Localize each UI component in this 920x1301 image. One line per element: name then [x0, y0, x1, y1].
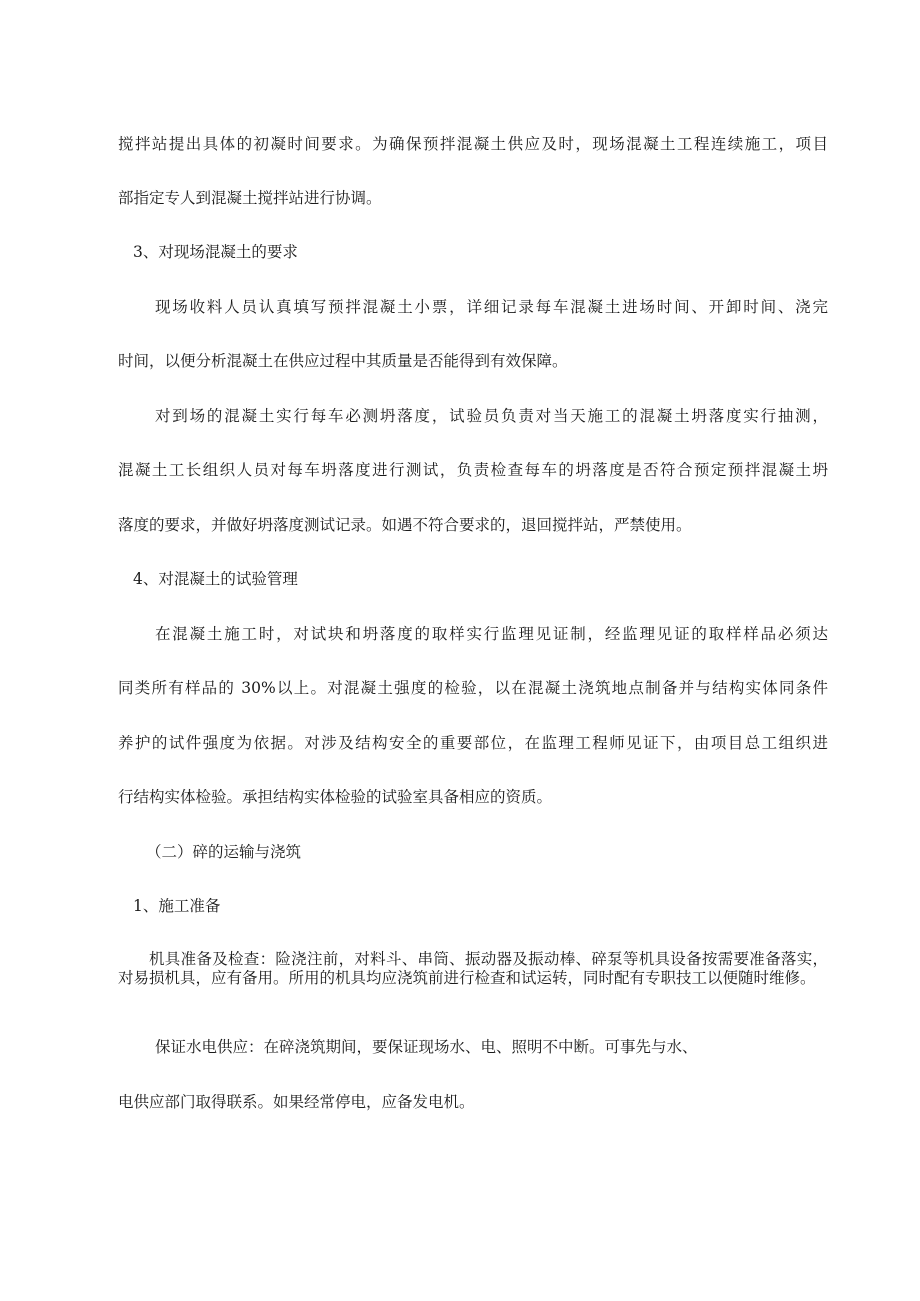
text-line-6: 对到场的混凝土实行每车必测坍落度，试验员负责对当天施工的混凝土坍落度实行抽测，: [155, 407, 828, 425]
text-line-10: 在混凝土施工时，对试块和坍落度的取样实行监理见证制，经监理见证的取样样品必须达: [155, 625, 828, 643]
text-line-1: 搅拌站提出具体的初凝时间要求。为确保预拌混凝土供应及时，现场混凝土工程连续施工，项目: [118, 135, 828, 153]
text-line-17: 保证水电供应：在碎浇筑期间，要保证现场水、电、照明不中断。可事先与水、: [155, 1038, 698, 1056]
subsection-heading-2: （二）碎的运输与浇筑: [146, 843, 302, 861]
text-line-12: 养护的试件强度为依据。对涉及结构安全的重要部位，在监理工程师见证下，由项目总工组织进: [118, 734, 828, 752]
section-heading-4: 4、对混凝土的试验管理: [133, 570, 298, 588]
section-heading-1: 1、施工准备: [133, 897, 221, 915]
section-heading-3: 3、对现场混凝土的要求: [133, 243, 298, 261]
text-line-13: 行结构实体检验。承担结构实体检验的试验室具备相应的资质。: [118, 788, 553, 806]
text-line-11: 同类所有样品的 30%以上。对混凝土强度的检验，以在混凝土浇筑地点制备并与结构实体同条件: [118, 679, 828, 697]
paragraph-equipment-prep: 机具准备及检查：险浇注前，对料斗、串筒、振动器及振动棒、碎泵等机具设备按需要准备落实，对易损机具，应有备用。所用的机具均应浇筑前进行检查和试运转，同时配有专职技工以便随时维修。: [118, 950, 828, 987]
text-line-5: 时间，以便分析混凝土在供应过程中其质量是否能得到有效保障。: [118, 352, 568, 370]
text-line-8: 落度的要求，并做好坍落度测试记录。如遇不符合要求的，退回搅拌站，严禁使用。: [118, 516, 692, 534]
text-line-7: 混凝土工长组织人员对每车坍落度进行测试，负责检查每车的坍落度是否符合预定预拌混凝土坍: [118, 461, 828, 479]
text-line-18: 电供应部门取得联系。如果经常停电，应备发电机。: [118, 1093, 475, 1111]
text-line-4: 现场收料人员认真填写预拌混凝土小票，详细记录每车混凝土进场时间、开卸时间、浇完: [155, 298, 828, 316]
text-line-2: 部指定专人到混凝土搅拌站进行协调。: [118, 189, 382, 207]
